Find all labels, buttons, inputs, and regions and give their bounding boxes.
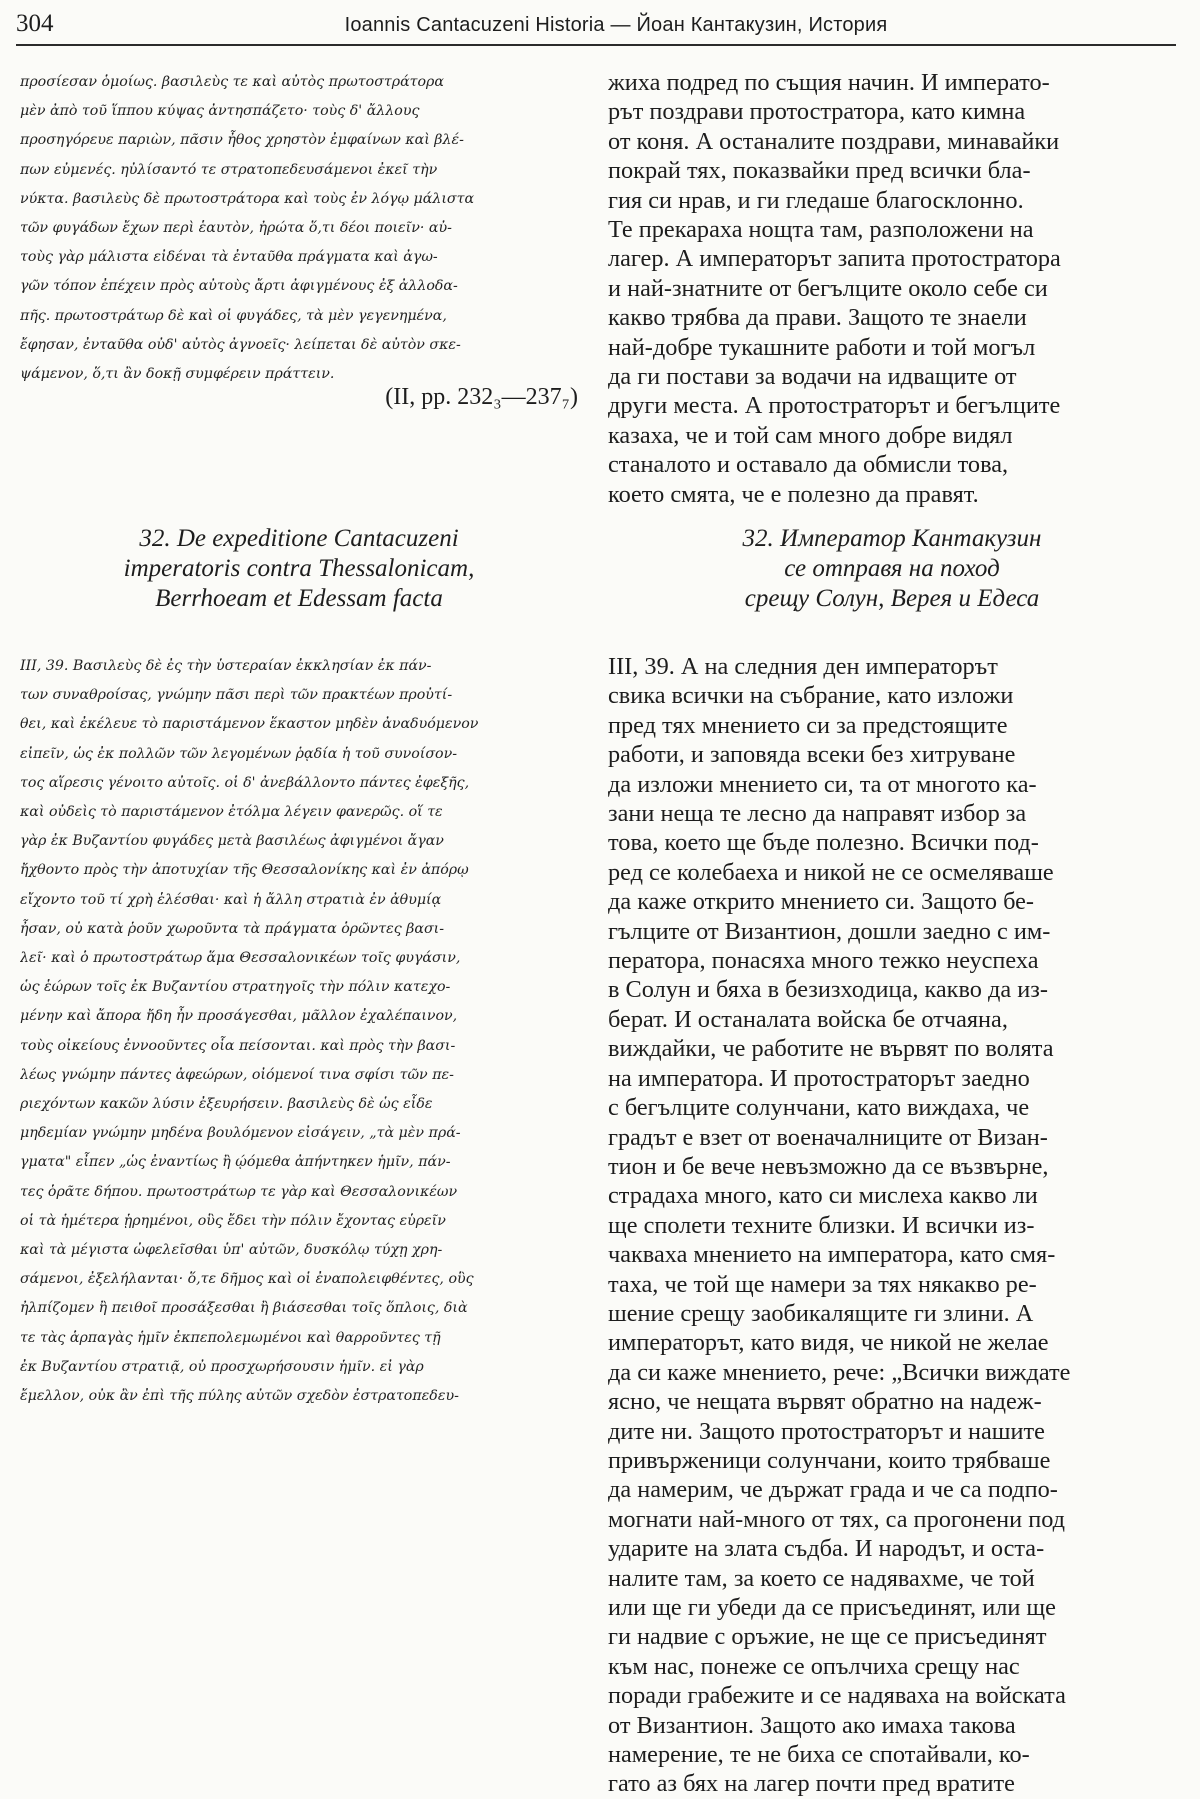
text-line: лагер. А императорът запита протостратора	[608, 245, 1061, 273]
text-line: εἰπεῖν, ὡς ἐκ πολλῶν τῶν λεγομένων ῥᾳδία ἡ τοῦ συνοίσον-	[20, 745, 457, 762]
text-line: това, което ще бъде полезно. Всички под-	[608, 829, 1039, 857]
text-line: ἔμελλον, οὐκ ἂν ἐπὶ τῆς πύλης αὐτῶν σχεδὸν ἐστρατοπεδευ-	[20, 1388, 459, 1405]
text-line: ще сполети техните близки. И всички из-	[608, 1211, 1035, 1239]
text-line: могнати най-много от тях, са прогонени под	[608, 1505, 1066, 1533]
text-line: да намерим, че държат града и че са подпо-	[608, 1476, 1058, 1504]
text-line: τοὺς γὰρ μάλιστα εἰδέναι τὰ ἐνταῦθα πράγματα καὶ ἀγω-	[20, 249, 438, 266]
text-line: свика всички на събрание, като изложи	[608, 682, 1014, 710]
text-line: императорът, като видя, че никой не желае	[608, 1329, 1049, 1357]
running-title: Ioannis Cantacuzeni Historia — Йоан Кантакузин, История	[344, 14, 888, 36]
text-line: покрай тях, показвайки пред всички бла-	[608, 157, 1031, 185]
text-line: λέως γνώμην πάντες ἀφεώρων, οἰόμενοί τινα σφίσι τῶν πε-	[20, 1066, 454, 1083]
text-line: се отправя на поход	[784, 555, 1000, 582]
text-line: ἠλπίζομεν ἢ πειθοῖ προσάξεσθαι ἢ βιάσεσθαι τοῖς ὅπλοις, διὰ	[20, 1300, 468, 1317]
text-line: imperatoris contra Thessalonicam,	[123, 555, 475, 582]
text-line: τε τὰς ἁρπαγὰς ἡμῖν ἐκπεπολεμωμένοι καὶ θαρροῦντες τῇ	[20, 1329, 441, 1346]
source-reference: (II, pp. 232₃—237₇)	[385, 384, 578, 410]
text-line: виждайки, че работите не вървят по волята	[608, 1035, 1054, 1063]
text-line: привърженици солунчани, които трябваше	[608, 1446, 1051, 1474]
text-line: поради грабежите и се надяваха на войската	[608, 1682, 1066, 1710]
text-line: γματα" εἶπεν „ὡς ἐναντίως ἢ ῴόμεθα ἀπήντηκεν ἡμῖν, πάν-	[20, 1154, 451, 1171]
text-line: ударите на злата съдба. И народът, и оста-	[608, 1535, 1045, 1563]
text-line: καὶ τὰ μέγιστα ὠφελεῖσθαι ὑπ' αὐτῶν, δυσκόλῳ τύχῃ χρη-	[20, 1242, 443, 1259]
text-line: των συναθροίσας, γνώμην πᾶσι περὶ τῶν πρακτέων προὐτί-	[20, 687, 453, 704]
bulgarian-section-title	[608, 524, 1176, 614]
text-line: 32. Император Кантакузин	[742, 525, 1042, 552]
text-line: пред тях мнението си за предстоящите	[608, 711, 1008, 739]
text-line: λεῖ· καὶ ὁ πρωτοστράτωρ ἅμα Θεσσαλονικέων τοῖς φυγάσιν,	[20, 950, 461, 967]
text-line: към нас, понеже се опълчиха срещу нас	[608, 1652, 1020, 1680]
text-line: μένην καὶ ἄπορα ἤδη ἦν προσάγεσθαι, μᾶλλον ἐχαλέπαινον,	[20, 1008, 458, 1025]
text-line: προσίεσαν ὁμοίως. βασιλεὺς τε καὶ αὐτὸς πρωτοστράτορα	[20, 74, 444, 90]
text-line: οἱ τὰ ἡμέτερα ᾑρημένοι, οὓς ἔδει τὴν πόλιν ἔχοντας εὑρεῖν	[20, 1212, 446, 1229]
text-line: от Византион. Защото ако имаха такова	[608, 1711, 1016, 1739]
text-line: срещу Солун, Верея и Едеса	[744, 585, 1040, 612]
text-line: προσηγόρευε παριὼν, πᾶσιν ἦθος χρηστὸν ἐμφαίνων καὶ βλέ-	[20, 132, 464, 149]
text-line: γὰρ ἐκ Βυζαντίου φυγάδες μετὰ βασιλέως ἀφιγμένοι ἄγαν	[20, 833, 444, 850]
text-line: πων εὐμενές. ηὐλίσαντό τε στρατοπεδευσάμενοι ἐκεῖ τὴν	[20, 161, 438, 178]
text-line: или ще ги убеди да се присъединят, или ще	[608, 1594, 1056, 1621]
text-line: чакваха мнението на императора, като смя-	[608, 1241, 1056, 1269]
text-line: гато аз бях на лагер почти пред вратите	[608, 1770, 1015, 1798]
text-line: други места. А протостраторът и бегълците	[608, 392, 1061, 420]
text-line: III, 39. Βασιλεὺς δὲ ἐς τὴν ὑστεραίαν ἐκκλησίαν ἐκ πάν-	[20, 658, 432, 674]
text-line: ἔφησαν, ἐνταῦθα οὐδ' αὐτὸς ἀγνοεῖς· λείπεται δὲ αὐτὸν σκε-	[20, 336, 461, 353]
text-line: Berrhoeam et Edessam facta	[155, 585, 443, 612]
text-line: 32. De expeditione Cantacuzeni	[139, 525, 459, 552]
text-line: най-добре тукашните работи и той могъл	[608, 333, 1036, 361]
latin-section-title	[20, 524, 578, 614]
text-line: зани неща те лесно да направят избор за	[608, 800, 1027, 828]
greek-text-section-32	[20, 652, 578, 1411]
text-line: πῆς. πρωτοστράτωρ δὲ καὶ οἱ φυγάδες, τὰ μὲν γεγενημένα,	[20, 307, 447, 324]
text-line: εἴχοντο τοῦ τί χρὴ ἑλέσθαι· καὶ ἡ ἄλλη στρατιὰ ἐν ἀθυμίᾳ	[20, 891, 442, 908]
text-line: страдаха много, като си мислеха какво ли	[608, 1182, 1038, 1210]
text-line: ги надвие с оръжие, не ще се присъединят	[608, 1623, 1047, 1651]
text-line: жиха подред по същия начин. И императо-	[608, 69, 1050, 96]
text-line: дите ни. Защото протостраторът и нашите	[608, 1417, 1045, 1445]
text-line: σάμενοι, ἐξελήλανται· ὅ,τε δῆμος καὶ οἱ ἐναπολειφθέντες, οὓς	[20, 1271, 474, 1288]
text-line: градът е взет от военачалниците от Визан-	[608, 1123, 1048, 1151]
text-line: ред се колебаеха и никой не се осмеляваше	[608, 858, 1054, 886]
text-line: тион и бе вече невъзможно да се възвърне,	[608, 1152, 1049, 1180]
text-line: какво трябва да прави. Защото те знаели	[608, 304, 1027, 332]
text-line: ператора, понасяха много тежко неуспеха	[608, 947, 1039, 975]
text-line: да ги постави за водачи на идващите от	[608, 363, 1017, 391]
text-line: да изложи мнението си, та от многото ка-	[608, 770, 1037, 798]
text-line: работи, и заповяда всеки без хитруване	[608, 741, 1016, 769]
text-line: III, 39. А на следния ден императорът	[608, 653, 998, 680]
text-line: в Солун и бяха в безизходица, какво да из-	[608, 976, 1048, 1004]
text-line: гия си нрав, и ги гледаше благосклонно.	[608, 186, 1024, 214]
text-line: ἤχθοντο πρὸς τὴν ἀποτυχίαν τῆς Θεσσαλονίκης καὶ ἐν ἀπόρῳ	[20, 862, 469, 879]
text-line: от коня. А останалите поздрави, минавайки	[608, 127, 1060, 155]
text-line: τῶν φυγάδων ἔχων περὶ ἑαυτὸν, ἠρώτα ὅ,τι δέοι ποιεῖν· αὐ-	[20, 220, 452, 237]
text-line: на императора. И протостраторът заедно	[608, 1064, 1030, 1092]
text-line: νύκτα. βασιλεὺς δὲ πρωτοστράτορα καὶ τοὺς ἐν λόγῳ μάλιστα	[20, 190, 475, 207]
text-line: ὡς ἑώρων τοῖς ἐκ Βυζαντίου στρατηγοῖς τὴν πόλιν κατεχο-	[20, 979, 451, 996]
text-line: Те прекараха нощта там, разположени на	[608, 216, 1034, 244]
greek-text-section-31-end	[20, 68, 578, 389]
text-line: ψάμενον, ὅ,τι ἂν δοκῇ συμφέρειν πράττειν.	[20, 366, 335, 383]
text-line: берат. И останалата войска бе отчаяна,	[608, 1005, 1008, 1033]
text-line: казаха, че и той сам много добре видял	[608, 421, 1013, 449]
text-line: θει, καὶ ἐκέλευε τὸ παριστάμενον ἕκαστον μηδὲν ἀναδυόμενον	[20, 716, 479, 733]
text-line: шение срещу заобикалящите ги злини. А	[608, 1299, 1034, 1327]
text-line: τοὺς οἰκείους ἐννοοῦντες οἷα πείσονται. καὶ πρὸς τὴν βασι-	[20, 1037, 456, 1054]
text-line: ἦσαν, οὐ κατὰ ῥοῦν χωροῦντα τὰ πράγματα ὁρῶντες βασι-	[20, 920, 445, 937]
page-number: 304	[16, 10, 54, 37]
text-line: μηδεμίαν γνώμην μηδένα βουλόμενον εἰσάγειν, „τὰ μὲν πρά-	[20, 1125, 461, 1142]
text-line: рът поздрави протостратора, като кимна	[608, 98, 1026, 126]
text-line: налите там, за което се надявахме, че той	[608, 1564, 1035, 1592]
text-line: γῶν τόπον ἐπέχειν πρὸς αὐτοὺς ἄρτι ἀφιγμένους ἐξ ἀλλοδα-	[20, 278, 458, 295]
text-line: което смята, че е полезно да правят.	[608, 480, 979, 508]
running-header	[16, 4, 1176, 46]
text-line: ριεχόντων κακῶν λύσιν ἐξευρήσειν. βασιλεὺς δὲ ὡς εἶδε	[20, 1096, 433, 1113]
text-line: ясно, че нещата вървят обратно на надеж-	[608, 1388, 1042, 1416]
text-line: καὶ οὐδεὶς τὸ παριστάμενον ἐτόλμα λέγειν φανερῶς. οἵ τε	[20, 804, 443, 821]
bulgarian-text-section-31-end	[608, 68, 1176, 509]
text-line: ἐκ Βυζαντίου στρατιᾷ, οὐ προσχωρήσουσιν ἡμῖν. εἰ γὰρ	[20, 1358, 424, 1375]
text-line: τες ὁρᾶτε δήπου. πρωτοστράτωρ τε γὰρ καὶ Θεσσαλονικέων	[20, 1183, 458, 1200]
text-line: τος αἵρεσις γένοιτο αὐτοῖς. οἱ δ' ἀνεβάλλοντο πάντες ἐφεξῆς,	[20, 774, 470, 791]
text-line: намерение, те не биха се спотайвали, ко-	[608, 1741, 1030, 1769]
text-line: и най-знатните от бегълците около себе си	[608, 274, 1048, 302]
text-line: да каже открито мнението си. Защото бе-	[608, 888, 1035, 916]
text-line: станалото и оставало да обмисли това,	[608, 451, 1009, 479]
text-line: с бегълците солунчани, като виждаха, че	[608, 1094, 1030, 1122]
bulgarian-text-section-32	[608, 652, 1176, 1799]
text-line: таха, че той ще намери за тях някакво ре-	[608, 1270, 1037, 1298]
text-line: μὲν ἀπὸ τοῦ ἵππου κύψας ἀντησπάζετο· τοὺς δ' ἄλλους	[20, 103, 420, 120]
text-line: да си каже мнението, рече: „Всички виждате	[608, 1358, 1071, 1386]
text-line: гълците от Византион, дошли заедно с им-	[608, 917, 1051, 945]
